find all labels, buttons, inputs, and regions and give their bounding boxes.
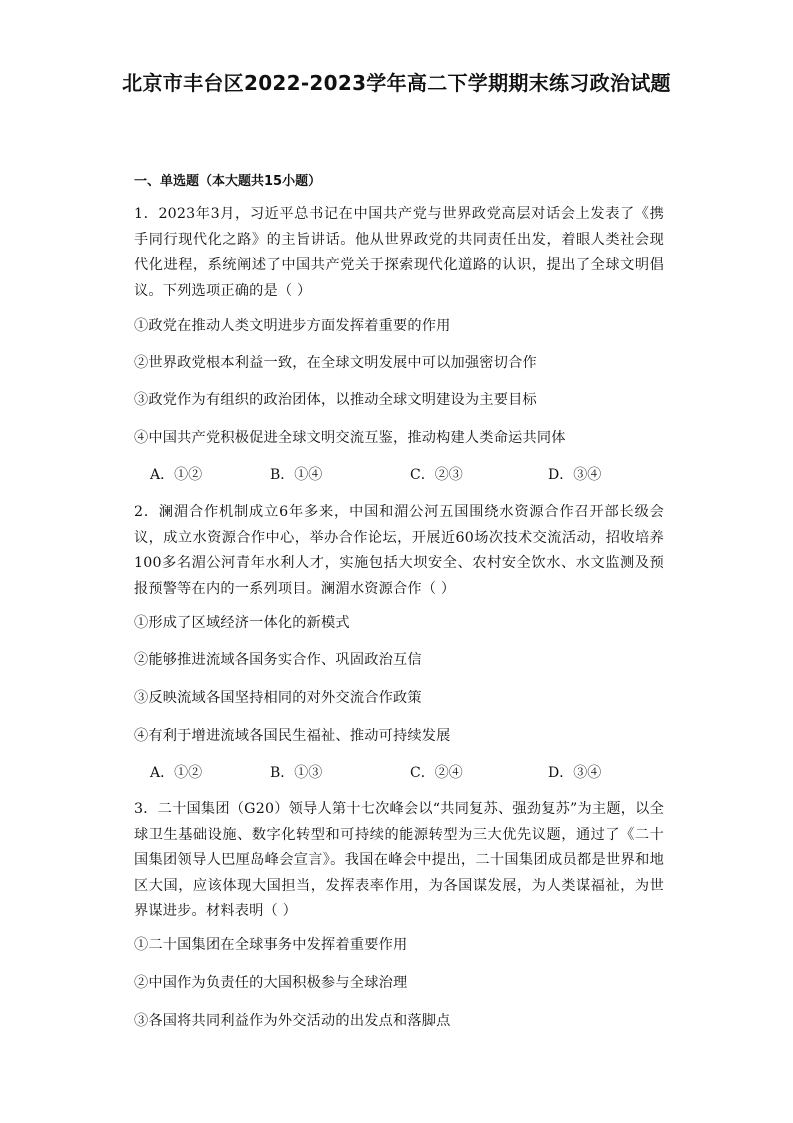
question-2-statement-3: ③反映流域各国坚持相同的对外交流合作政策 bbox=[134, 690, 422, 706]
question-1-statement-4: ④中国共产党积极促进全球文明交流互鉴，推动构建人类命运共同体 bbox=[134, 430, 566, 446]
question-3-stem: 3．二十国集团（G20）领导人第十七次峰会以“共同复苏、强劲复苏”为主题，以全球卫生基础设施、数字化转型和可持续的能源转型为三大优先议题，通过了《二十国集团领导人巴厘岛峰会宣言》。我国在峰会中提出，二十国集团成员都是世界和地区大国，应该体现大国担当，发挥表率作用，为各国谋发展，为人类谋福祉，为世界谋进步。材料表明（ ） bbox=[134, 801, 664, 919]
question-2-options bbox=[150, 762, 670, 784]
question-1-statement-3: ③政党作为有组织的政治团体，以推动全球文明建设为主要目标 bbox=[134, 392, 537, 408]
question-2-option-a: A．①② bbox=[150, 765, 203, 781]
question-1-statement-1: ①政党在推动人类文明进步方面发挥着重要的作用 bbox=[134, 318, 451, 334]
question-1-stem: 1．2023年3月，习近平总书记在中国共产党与世界政党高层对话会上发表了《携手同行现代化之路》的主旨讲话。他从世界政党的共同责任出发，着眼人类社会现代化进程，系统阐述了中国共产党关于探索现代化道路的认识，提出了全球文明倡议。下列选项正确的是（ ） bbox=[134, 206, 664, 299]
question-1-option-a: A．①② bbox=[150, 467, 203, 483]
page-title: 北京市丰台区2022-2023学年高二下学期期末练习政治试题 bbox=[122, 71, 671, 95]
question-3-statement-1: ①二十国集团在全球事务中发挥着重要作用 bbox=[134, 937, 408, 953]
question-1-statement-2: ②世界政党根本利益一致，在全球文明发展中可以加强密切合作 bbox=[134, 355, 537, 371]
question-2-statement-2: ②能够推进流域各国务实合作、巩固政治互信 bbox=[134, 652, 422, 668]
question-1-option-d: D．③④ bbox=[548, 467, 602, 483]
question-3-statement-3: ③各国将共同利益作为外交活动的出发点和落脚点 bbox=[134, 1013, 451, 1029]
question-3-statement-2: ②中国作为负责任的大国积极参与全球治理 bbox=[134, 975, 408, 991]
question-2-option-c: C．②④ bbox=[410, 765, 463, 781]
question-2-option-d: D．③④ bbox=[548, 765, 602, 781]
question-1-option-b: B．①④ bbox=[270, 467, 323, 483]
question-1-option-c: C．②③ bbox=[410, 467, 463, 483]
question-2-statement-4: ④有利于增进流域各国民生福祉、推动可持续发展 bbox=[134, 728, 451, 744]
question-2-statement-1: ①形成了区域经济一体化的新模式 bbox=[134, 615, 350, 631]
question-1-options bbox=[150, 464, 670, 486]
question-2-stem: 2．澜湄合作机制成立6年多来，中国和湄公河五国围绕水资源合作召开部长级会议，成立水资源合作中心，举办合作论坛，开展近60场次技术交流活动，招收培养100多名湄公河青年水利人才，实施包括大坝安全、农村安全饮水、水文监测及预报预警等在内的一系列项目。澜湄水资源合作（ ） bbox=[134, 504, 664, 597]
section-heading: 一、单选题（本大题共15小题） bbox=[134, 174, 322, 189]
question-2-option-b: B．①③ bbox=[270, 765, 323, 781]
